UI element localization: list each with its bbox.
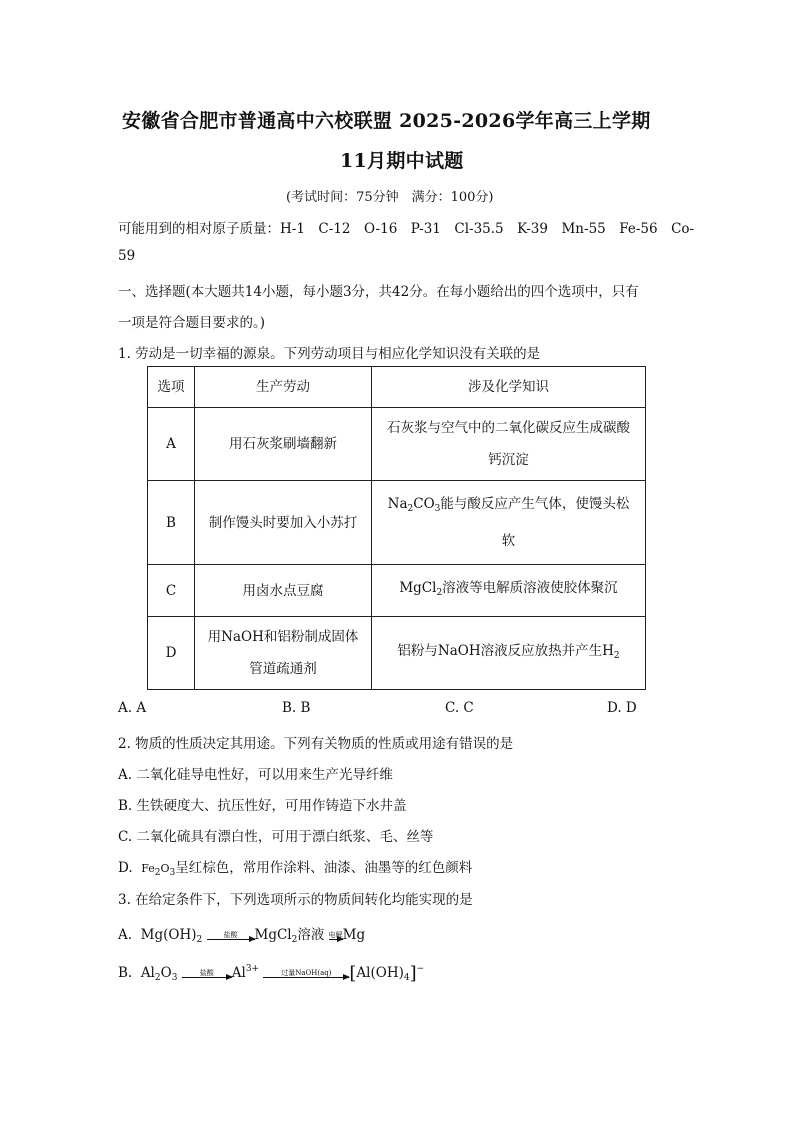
table-header: 生产劳动 bbox=[195, 367, 372, 408]
table-cell-labor: 制作馒头时要加入小苏打 bbox=[195, 481, 372, 565]
table-cell-knowledge bbox=[372, 565, 646, 617]
table-header-row bbox=[148, 367, 646, 408]
knowledge-text: 钙沉淀 bbox=[488, 452, 529, 468]
table-cell-option: C bbox=[148, 565, 195, 617]
table-cell-option: A bbox=[148, 408, 195, 481]
knowledge-text: 能与酸反应产生气体，使馒头松 bbox=[440, 496, 630, 512]
table-cell-knowledge bbox=[372, 408, 646, 481]
table-cell-knowledge bbox=[372, 481, 646, 565]
exam-title-line2: 11月期中试题 bbox=[340, 150, 464, 172]
knowledge-text: 石灰浆与空气中的二氧化碳反应生成碳酸 bbox=[387, 420, 630, 436]
reaction-arrow: 电解 bbox=[328, 931, 343, 939]
question-2-stem: 2. 物质的性质决定其用途。下列有关物质的性质或用途有错误的是 bbox=[118, 736, 514, 752]
knowledge-text: 铝粉与NaOH溶液反应放热并产生H bbox=[397, 642, 614, 659]
labor-text: 管道疏通剂 bbox=[249, 661, 317, 677]
table-cell-labor: 用石灰浆刷墙翻新 bbox=[195, 408, 372, 481]
answer-option-c: C. C bbox=[445, 700, 474, 716]
question-2-option-b: B. 生铁硬度大、抗压性好，可用作铸造下水井盖 bbox=[118, 798, 407, 814]
question-1-stem: 1. 劳动是一切幸福的源泉。下列劳动项目与相应化学知识没有关联的是 bbox=[118, 346, 541, 362]
formula-fe2o3: $Fe_2O_3$ bbox=[141, 862, 176, 878]
reaction-arrow: 过量NaOH(aq) bbox=[263, 969, 349, 978]
table-cell-labor: 用卤水点豆腐 bbox=[195, 565, 372, 617]
reaction-arrow: 盐酸 bbox=[182, 969, 232, 978]
atomic-masses-line2: 59 bbox=[118, 248, 136, 264]
question-2-option-c: C. 二氧化硫具有漂白性，可用于漂白纸浆、毛、丝等 bbox=[118, 829, 434, 845]
table-row bbox=[148, 565, 646, 617]
exam-title-line1: 安徽省合肥市普通高中六校联盟 2025-2026学年高三上学期 bbox=[122, 110, 651, 132]
reaction-arrow: 盐酸 bbox=[207, 931, 255, 940]
answer-option-d: D. D bbox=[607, 700, 637, 716]
question-2-option-d: D. $Fe_2O_3$呈红棕色，常用作涂料、油漆、油墨等的红色颜料 bbox=[118, 860, 473, 878]
question-3-option-a: A. $Mg(OH)_2$ 盐酸 MgCl$_2$溶液 电解 Mg bbox=[118, 927, 366, 945]
table-cell-labor bbox=[195, 617, 372, 690]
formula-mgcl2: MgCl$_2$ bbox=[399, 580, 443, 598]
table-cell-option: D bbox=[148, 617, 195, 690]
table-row bbox=[148, 617, 646, 690]
table-cell-option: B bbox=[148, 481, 195, 565]
formula-na2co3: $Na_2CO_3$ bbox=[387, 496, 441, 514]
atomic-masses-line1: 可能用到的相对原子质量：H-1 C-12 O-16 P-31 Cl-35.5 K-39 Mn-55 Fe-56 Co- bbox=[118, 221, 695, 237]
table-row bbox=[148, 481, 646, 565]
section-heading-line2: 一项是符合题目要求的。) bbox=[118, 315, 266, 331]
question-3-stem: 3. 在给定条件下，下列选项所示的物质间转化均能实现的是 bbox=[118, 892, 473, 908]
table-header: 选项 bbox=[148, 367, 195, 408]
knowledge-text: 软 bbox=[501, 533, 516, 549]
table-header: 涉及化学知识 bbox=[372, 367, 646, 408]
table-cell-knowledge: 铝粉与NaOH溶液反应放热并产生$H_2$ bbox=[372, 617, 646, 690]
answer-option-b: B. B bbox=[282, 700, 311, 716]
question-2-option-a: A. 二氧化硅导电性好，可以用来生产光导纤维 bbox=[118, 767, 393, 783]
exam-info: (考试时间：75分钟 满分：100分) bbox=[286, 190, 494, 205]
answer-option-a: A. A bbox=[118, 700, 147, 716]
table-row bbox=[148, 408, 646, 481]
question-3-option-b: B. $Al_2O_3$ 盐酸 $Al^{3+}$ 过量NaOH(aq) $[Al(OH)_4]^-$ bbox=[118, 963, 425, 984]
labor-text: 用NaOH和铝粉制成固体 bbox=[207, 629, 359, 645]
section-heading-line1: 一、选择题(本大题共14小题，每小题3分，共42分。在每小题给出的四个选项中，只有 bbox=[118, 284, 639, 300]
question-1-table bbox=[147, 366, 646, 690]
knowledge-text: 溶液等电解质溶液使胶体聚沉 bbox=[442, 580, 618, 596]
